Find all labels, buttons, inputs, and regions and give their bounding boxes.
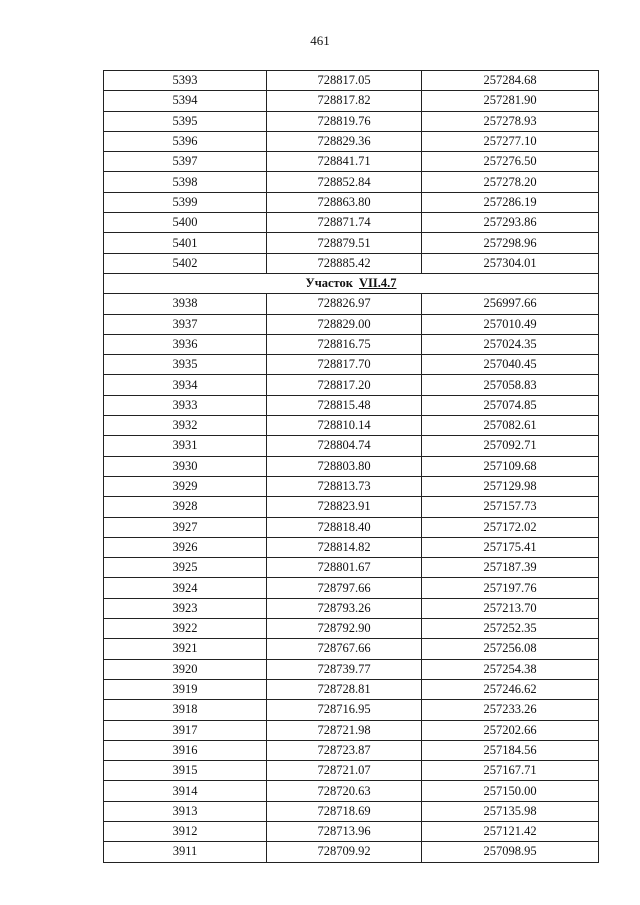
x-coordinate-cell: 728723.87 — [267, 740, 422, 760]
y-coordinate-cell: 257256.08 — [422, 639, 599, 659]
table-row — [104, 659, 599, 679]
point-number-cell: 3930 — [104, 456, 267, 476]
x-coordinate-cell: 728841.71 — [267, 152, 422, 172]
table-row — [104, 720, 599, 740]
x-coordinate-cell: 728879.51 — [267, 233, 422, 253]
point-number-cell: 5394 — [104, 91, 267, 111]
y-coordinate-cell: 257284.68 — [422, 71, 599, 91]
y-coordinate-cell: 257058.83 — [422, 375, 599, 395]
table-row — [104, 334, 599, 354]
point-number-cell: 5402 — [104, 253, 267, 273]
point-number-cell: 5393 — [104, 71, 267, 91]
point-number-cell: 3911 — [104, 842, 267, 862]
table-row — [104, 801, 599, 821]
y-coordinate-cell: 257172.02 — [422, 517, 599, 537]
y-coordinate-cell: 257278.20 — [422, 172, 599, 192]
table-row — [104, 131, 599, 151]
x-coordinate-cell: 728792.90 — [267, 619, 422, 639]
x-coordinate-cell: 728709.92 — [267, 842, 422, 862]
x-coordinate-cell: 728803.80 — [267, 456, 422, 476]
section-code: VII.4.7 — [358, 276, 397, 291]
y-coordinate-cell: 257286.19 — [422, 192, 599, 212]
point-number-cell: 3917 — [104, 720, 267, 740]
y-coordinate-cell: 257254.38 — [422, 659, 599, 679]
table-row — [104, 395, 599, 415]
table-row — [104, 233, 599, 253]
point-number-cell: 3935 — [104, 355, 267, 375]
table-row — [104, 152, 599, 172]
table-row — [104, 192, 599, 212]
section-header — [104, 273, 599, 293]
y-coordinate-cell: 257278.93 — [422, 111, 599, 131]
table-row — [104, 842, 599, 862]
table-row — [104, 416, 599, 436]
point-number-cell: 3923 — [104, 598, 267, 618]
y-coordinate-cell: 257098.95 — [422, 842, 599, 862]
table-row — [104, 598, 599, 618]
page-number: 461 — [310, 33, 330, 48]
table-row — [104, 517, 599, 537]
coordinates-table — [103, 70, 599, 863]
y-coordinate-cell: 257304.01 — [422, 253, 599, 273]
y-coordinate-cell: 257082.61 — [422, 416, 599, 436]
x-coordinate-cell: 728817.20 — [267, 375, 422, 395]
y-coordinate-cell: 257024.35 — [422, 334, 599, 354]
x-coordinate-cell: 728728.81 — [267, 679, 422, 699]
point-number-cell: 3915 — [104, 761, 267, 781]
x-coordinate-cell: 728818.40 — [267, 517, 422, 537]
y-coordinate-cell: 257233.26 — [422, 700, 599, 720]
point-number-cell: 3926 — [104, 537, 267, 557]
point-number-cell: 3928 — [104, 497, 267, 517]
y-coordinate-cell: 257157.73 — [422, 497, 599, 517]
x-coordinate-cell: 728819.76 — [267, 111, 422, 131]
y-coordinate-cell: 257010.49 — [422, 314, 599, 334]
table-row — [104, 476, 599, 496]
point-number-cell: 3932 — [104, 416, 267, 436]
x-coordinate-cell: 728829.00 — [267, 314, 422, 334]
point-number-cell: 3919 — [104, 679, 267, 699]
x-coordinate-cell: 728823.91 — [267, 497, 422, 517]
table-row — [104, 375, 599, 395]
point-number-cell: 3912 — [104, 821, 267, 841]
point-number-cell: 3934 — [104, 375, 267, 395]
x-coordinate-cell: 728817.05 — [267, 71, 422, 91]
y-coordinate-cell: 257187.39 — [422, 558, 599, 578]
x-coordinate-cell: 728815.48 — [267, 395, 422, 415]
x-coordinate-cell: 728863.80 — [267, 192, 422, 212]
y-coordinate-cell: 257213.70 — [422, 598, 599, 618]
y-coordinate-cell: 257150.00 — [422, 781, 599, 801]
point-number-cell: 3937 — [104, 314, 267, 334]
table-row — [104, 821, 599, 841]
point-number-cell: 3929 — [104, 476, 267, 496]
table-row — [104, 172, 599, 192]
y-coordinate-cell: 256997.66 — [422, 294, 599, 314]
y-coordinate-cell: 257175.41 — [422, 537, 599, 557]
x-coordinate-cell: 728721.07 — [267, 761, 422, 781]
y-coordinate-cell: 257129.98 — [422, 476, 599, 496]
x-coordinate-cell: 728816.75 — [267, 334, 422, 354]
x-coordinate-cell: 728813.73 — [267, 476, 422, 496]
rows-top-group — [104, 71, 599, 274]
x-coordinate-cell: 728814.82 — [267, 537, 422, 557]
point-number-cell: 5401 — [104, 233, 267, 253]
point-number-cell: 3918 — [104, 700, 267, 720]
y-coordinate-cell: 257092.71 — [422, 436, 599, 456]
point-number-cell: 3922 — [104, 619, 267, 639]
table-row — [104, 213, 599, 233]
point-number-cell: 3924 — [104, 578, 267, 598]
point-number-cell: 5397 — [104, 152, 267, 172]
table-row — [104, 294, 599, 314]
point-number-cell: 3936 — [104, 334, 267, 354]
y-coordinate-cell: 257040.45 — [422, 355, 599, 375]
point-number-cell: 5400 — [104, 213, 267, 233]
table-row — [104, 253, 599, 273]
y-coordinate-cell: 257277.10 — [422, 131, 599, 151]
y-coordinate-cell: 257184.56 — [422, 740, 599, 760]
point-number-cell: 3921 — [104, 639, 267, 659]
table-row — [104, 639, 599, 659]
y-coordinate-cell: 257135.98 — [422, 801, 599, 821]
point-number-cell: 3931 — [104, 436, 267, 456]
x-coordinate-cell: 728804.74 — [267, 436, 422, 456]
x-coordinate-cell: 728817.82 — [267, 91, 422, 111]
table-row — [104, 578, 599, 598]
x-coordinate-cell: 728713.96 — [267, 821, 422, 841]
x-coordinate-cell: 728797.66 — [267, 578, 422, 598]
table-row — [104, 558, 599, 578]
table-row — [104, 700, 599, 720]
table-row — [104, 781, 599, 801]
y-coordinate-cell: 257167.71 — [422, 761, 599, 781]
point-number-cell: 3920 — [104, 659, 267, 679]
y-coordinate-cell: 257202.66 — [422, 720, 599, 740]
table-row — [104, 537, 599, 557]
x-coordinate-cell: 728829.36 — [267, 131, 422, 151]
y-coordinate-cell: 257109.68 — [422, 456, 599, 476]
y-coordinate-cell: 257281.90 — [422, 91, 599, 111]
x-coordinate-cell: 728767.66 — [267, 639, 422, 659]
table-row — [104, 679, 599, 699]
point-number-cell: 5399 — [104, 192, 267, 212]
table-row — [104, 740, 599, 760]
table-row — [104, 111, 599, 131]
x-coordinate-cell: 728718.69 — [267, 801, 422, 821]
y-coordinate-cell: 257293.86 — [422, 213, 599, 233]
x-coordinate-cell: 728810.14 — [267, 416, 422, 436]
x-coordinate-cell: 728885.42 — [267, 253, 422, 273]
table-row — [104, 355, 599, 375]
point-number-cell: 5396 — [104, 131, 267, 151]
table-row — [104, 314, 599, 334]
x-coordinate-cell: 728739.77 — [267, 659, 422, 679]
x-coordinate-cell: 728721.98 — [267, 720, 422, 740]
table-row — [104, 761, 599, 781]
x-coordinate-cell: 728793.26 — [267, 598, 422, 618]
x-coordinate-cell: 728871.74 — [267, 213, 422, 233]
point-number-cell: 3914 — [104, 781, 267, 801]
point-number-cell: 3925 — [104, 558, 267, 578]
table-row — [104, 71, 599, 91]
section-header-group — [104, 273, 599, 293]
section-label: Участок — [305, 276, 353, 291]
point-number-cell: 3916 — [104, 740, 267, 760]
x-coordinate-cell: 728826.97 — [267, 294, 422, 314]
point-number-cell: 5398 — [104, 172, 267, 192]
y-coordinate-cell: 257252.35 — [422, 619, 599, 639]
point-number-cell: 3913 — [104, 801, 267, 821]
point-number-cell: 3933 — [104, 395, 267, 415]
x-coordinate-cell: 728817.70 — [267, 355, 422, 375]
y-coordinate-cell: 257197.76 — [422, 578, 599, 598]
table-row — [104, 91, 599, 111]
x-coordinate-cell: 728801.67 — [267, 558, 422, 578]
x-coordinate-cell: 728720.63 — [267, 781, 422, 801]
point-number-cell: 3927 — [104, 517, 267, 537]
point-number-cell: 3938 — [104, 294, 267, 314]
table-row — [104, 436, 599, 456]
y-coordinate-cell: 257121.42 — [422, 821, 599, 841]
y-coordinate-cell: 257276.50 — [422, 152, 599, 172]
y-coordinate-cell: 257246.62 — [422, 679, 599, 699]
x-coordinate-cell: 728716.95 — [267, 700, 422, 720]
y-coordinate-cell: 257298.96 — [422, 233, 599, 253]
rows-bottom-group — [104, 294, 599, 862]
table-row — [104, 456, 599, 476]
x-coordinate-cell: 728852.84 — [267, 172, 422, 192]
y-coordinate-cell: 257074.85 — [422, 395, 599, 415]
point-number-cell: 5395 — [104, 111, 267, 131]
table-row — [104, 619, 599, 639]
section-header-row — [104, 273, 599, 293]
table-row — [104, 497, 599, 517]
